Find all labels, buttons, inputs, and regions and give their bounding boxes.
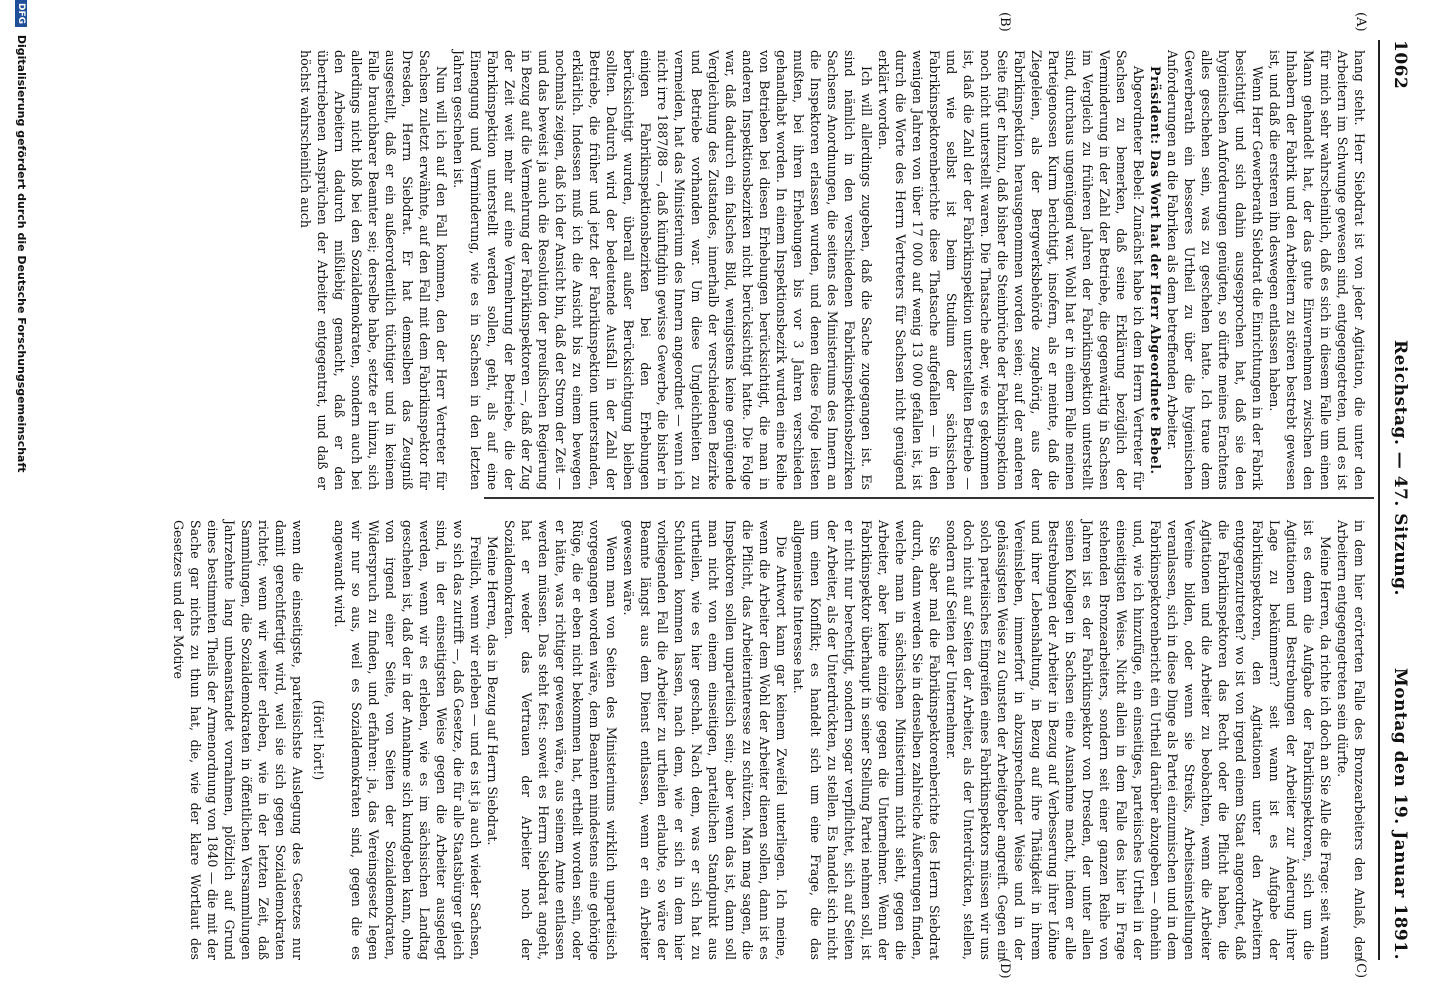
paragraph: Wenn man von Seiten des Ministeriums wirklich unparteiisch vorgegangen worden wäre, dem Beamten mindestens eine gehörige Rüge, die er eben nicht bekommen hat, ertheilt worden sein, oder er hätte, was richtiger gewesen wäre, aus seinem Amte entlassen werden müssen. Das steht fest: soweit es Herrn Siebdrat angeht, hat er weder das Vertrauen der Arbeiter noch der Sozialdemokraten.: [502, 520, 619, 960]
paragraph: wenn die einseitigste, parteiischste Auslegung des Gesetzes nur damit gerechtfertigt wird, weil sie sich gegen Sozialdemokraten richtet; wenn wir weiter erleben, wie in der letzten Zeit, daß Sammlungen, die Sozialdemokraten in öffentlichen Versammlungen Jahrzehnte lang unbeanstandet vornahmen, plötzlich auf Grund eines bestimmten Theils der Armenordnung von 1840 — die mit der Sache gar nichts zu thun hat, die, wie der klare Wortlaut des Gesetzes und der Motive: [171, 520, 305, 960]
margin-marker-d: (D): [997, 958, 1012, 979]
paragraph: Nun will ich auf den Fall kommen, den der Herr Vertreter für Sachsen zuletzt erwähnte, auf den Fall mit dem Fabrikinspektor für Dresden, Herrn Siebdrat. Er hat demselben das Zeugniß ausgestellt, daß er ein außerordentlich tüchtiger und in keinem Falle brauchbarer Beamter sei; derselbe habe, setzte er hinzu, sich allerdings nicht bloß bei den Sozialdemokraten, sondern auch bei den Arbeitern dadurch mißliebig gemacht, daß er den übertriebenen Ansprüchen der Arbeiter entgegentrat, und daß er höchst wahrscheinlich auch: [298, 50, 449, 490]
page-header: [1380, 40, 1410, 960]
right-column: [171, 520, 1368, 960]
paragraph: Ich will allerdings zugeben, daß die Sache zugegangen ist. Es sind nämlich in den verschiedenen Fabrikinspektionsbezirken Sachsens Anordnungen, die seitens des Ministeriums des Innern an die Inspektoren erlassen wurden, und denen diese Folge leisten mußten, bei ihren Erhebungen bis vor 3 Jahren verschieden gehandhabt worden. In einem Inspektionsbezirk wurden eine Reihe von Betrieben bei diesen Erhebungen berücksichtigt, die man in anderen Inspektionsbezirken nicht berücksichtigt hatte. Die Folge war, daß dadurch ein falsches Bild, wenigstens keine genügende Vergleichung des Zustandes, innerhalb der verschiedenen Bezirke und Betriebe vorhanden war. Um diese Ungleichheiten zu vermeiden, hat das Ministerium des Innern angeordnet — wenn ich nicht irre 1887/88 —, daß künftighin gewisse Gewerbe, die bisher in einigen Fabrikinspektionsbezirken bei den Erhebungen berücksichtigt wurden, überall außer Berücksichtigung bleiben sollten. Dadurch wird der bedeutende Ausfall in der Zahl der Betriebe, die früher und jetzt der Fabrikinspektion unterstanden, erklärlich. Indessen muß ich die Ansicht bis zu einem bewegen nochmals zeigen, daß ich der Ansicht bin, daß der Strom der Zeit — und das beweist ja auch die Resolution der preußischen Regierung in Bezug auf die Vermehrung der Fabrikinspektoren —, daß der Zug der Zeit weit mehr auf eine Vermehrung der Betriebe, die der Fabrikinspektion unterstellt werden sollen, geht, als auf eine Einengung und Verminderung, wie es in Sachsen in den letzten Jahren geschehen ist.: [451, 50, 874, 490]
margin-marker-b: (B): [997, 12, 1012, 32]
paragraph: Freilich, wenn wir erleben — und es ist ja auch wieder Sachsen, wo sich das zutrifft —, daß Gesetze, die für alle Staatsbürger gleich sind, in der einseitigsten Weise gegen die Arbeiter ausgelegt werden, wenn wir es erleben, wie es im sächsischen Landtag geschehen ist, daß der in der Annahme sich kundgeben kann, ohne von irgend einer Seite, von Seiten der Sozialdemokraten, Widerspruch zu finden, und erfahren: ja, das Vereinsgesetz legen wir nur so aus, weil es Sozialdemokraten sind, gegen die es angewandt wird.: [332, 520, 483, 960]
speaker-paragraph: Präsident: Das Wort hat der Herr Abgeordnete Bebel.: [1148, 66, 1163, 475]
speaker-paragraph: Abgeordneter Bebel: Zunächst habe ich dem Herrn Vertreter für Sachsen zu bemerken, daß seine Erklärung bezüglich der Verminderung in der Zahl der Betriebe, die gegenwärtig in Sachsen im Vergleich zu früheren Jahren der Fabrikinspektion unterstellt sind, durchaus ungenügend war. Wohl hat er in einem Falle meinen Parteigenossen Kurm berichtigt, insofern, als er meinte, daß die Ziegeleien, als der Bergwerksbehörde zugehörig, aus der Fabrikinspektion herausgenommen worden seien; auf der anderen Seite fügt er hinzu, daß bisher die Steinbrüche der Fabrikinspektion noch nicht unterstellt waren. Die Thatsache aber, wie es gekommen ist, daß die Zahl der der Fabrikinspektion unterstellten Betriebe — und wie selbst ist beim Studium der sächsischen Fabrikinspektorenberichte diese Thatsache aufgefallen — in den wenigen Jahren von über 17 000 auf wenig 13 000 gefallen ist, ist durch die Worte des Herrn Vertreters für Sachsen nicht genügend erklärt worden.: [876, 50, 1146, 490]
session-date: Montag den 19. Januar 1891.: [1390, 667, 1410, 960]
column-divider: [484, 497, 1374, 499]
paragraph: hang steht. Herr Siebdrat ist von jeder Agitation, die unter den Arbeitern im Schwunge gewesen sind, entgegengetreten, und es ist für mich sehr wahrscheinlich, daß es sich in diesem Falle um einen Mann gehandelt hat, der das gute Einvernehmen zwischen den Inhabern der Fabrik und den Arbeitern zu stören bestrebt gewesen ist, und daß die ersteren ihn deswegen entlassen haben.: [1267, 50, 1367, 490]
session-title: Reichstag. — 47. Sitzung.: [1390, 340, 1410, 596]
left-column: [298, 50, 1368, 490]
margin-marker-a: (A): [1353, 12, 1368, 32]
footer-text: Digitalisierung gefördert durch die Deutsche Forschungsgemeinschaft: [15, 34, 28, 473]
paragraph: in dem hier erörterten Falle des Bronzearbeiters den Anlaß, den Arbeitern entgegengetreten sein dürfte.: [1335, 520, 1367, 960]
interjection: (Hört! hört!): [311, 699, 326, 781]
paragraph: Meine Herren, das in Bezug auf Herrn Siebdrat.: [485, 536, 500, 846]
funding-footer: [6, 0, 28, 1000]
paragraph: Wenn Herr Gewerberath Siebdrat die Einrichtungen in der Fabrik besichtigt und sich dahin ausgesprochen hat, daß sie den hygienischen Anforderungen genügten, so dürfte meines Erachtens alles geschehen sein, was zu geschehen hatte. Ich traue dem Gewerberath ein besseres Urtheil zu über die hygienischen Anforderungen an die Fabriken als dem betreffenden Arbeiter.: [1165, 50, 1265, 490]
paragraph: Meine Herren, da richte ich doch an Sie Alle die Frage: seit wann ist es denn die Aufgabe der Fabrikinspektoren, sich um die Agitationen und Bestrebungen der Arbeiter zur Änderung ihrer Lage zu bekümmern? seit wann ist es Aufgabe der Fabrikinspektoren, den Agitationen unter den Arbeitern entgegenzutreten? wo ist von irgend einem Staat angeordnet, daß die Fabrikinspektoren das Recht oder die Pflicht haben, die Agitationen und die Arbeiter zu beobachten, wenn die Arbeiter Vereine bilden, oder wenn sie Streiks, Arbeitseinstellungen veranlassen, sich in diese Dinge als Partei einzumischen und in dem Fabrikinspektorenbericht ein Urtheil darüber abzugeben — ohnehin und, wie ich hinzufüge, ein einseitiges, parteiisches Urtheil in der einseitigsten Weise. Nicht allein in dem Falle des hier in Frage stehenden Bronzearbeiters, sondern seit einer ganzen Reihe von Jahren ist es der Fabrikinspektor von Dresden, der unter allen seinen Kollegen in Sachsen eine Ausnahme macht, indem er alle Bestrebungen der Arbeiter in Bezug auf Verbesserung ihrer Löhne und ihrer Lebenshaltung, in Bezug auf ihre Thätigkeit in ihrem Vereinsleben, immerfort in abzusprechender Weise und in der gehässigsten Weise zu Gunsten der Arbeitgeber angreift. Gegen ein solch parteiisches Eingreifen eines Fabrikinspektors müssen wir uns doch nicht auf Seiten der Arbeiter, als der Unterdrückten, stellen, sondern auf Seiten der Unternehmer.: [944, 520, 1333, 960]
paragraph: Sie aber mal die Fabrikinspektorenberichte des Herrn Siebdrat durch, dann werden Sie in denselben zahlreiche Äußerungen finden, welche man in sächsischen Ministerium nicht sieht, gegen die Arbeiter, aber keine einzige gegen die Unternehmer. Wenn der Fabrikinspektor überhaupt in seiner Stellung Partei nehmen soll, ist er nicht nur berechtigt, sondern sogar verpflichtet, sich auf Seiten der Arbeiter, als der Unterdrückten, zu stellen. Es handelt sich nicht um einen Konflikt; es handelt sich um eine Frage, die das allgemeinste Interesse hat.: [791, 520, 942, 960]
margin-marker-c: (C): [1353, 958, 1368, 979]
dfg-logo: DFG: [15, 0, 27, 27]
paragraph: Die Antwort kann gar keinem Zweifel unterliegen. Ich meine, wenn die Arbeiter dem Wohl der Arbeiter dienen sollen, dann ist es die Pflicht, das Arbeiterinteresse zu schützen. Man mag sagen, die Inspektoren sollen unparteiisch sein; aber wenn das ist, dann soll man nicht von einem einseitigen, parteilichen Standpunkt aus urtheilen, wie es hier geschah. Nach dem, was er sich hat zu Schulden kommen lassen, nach dem, wie er sich in dem hier vorliegenden Fall die Arbeiter zu urtheilen erlaubte, so wäre der Beamte längst aus dem Dienst entlassen, wenn er ein Arbeiter gewesen wäre.: [621, 520, 789, 960]
header-rule: [1378, 40, 1380, 960]
page-number: 1062: [1390, 40, 1410, 90]
